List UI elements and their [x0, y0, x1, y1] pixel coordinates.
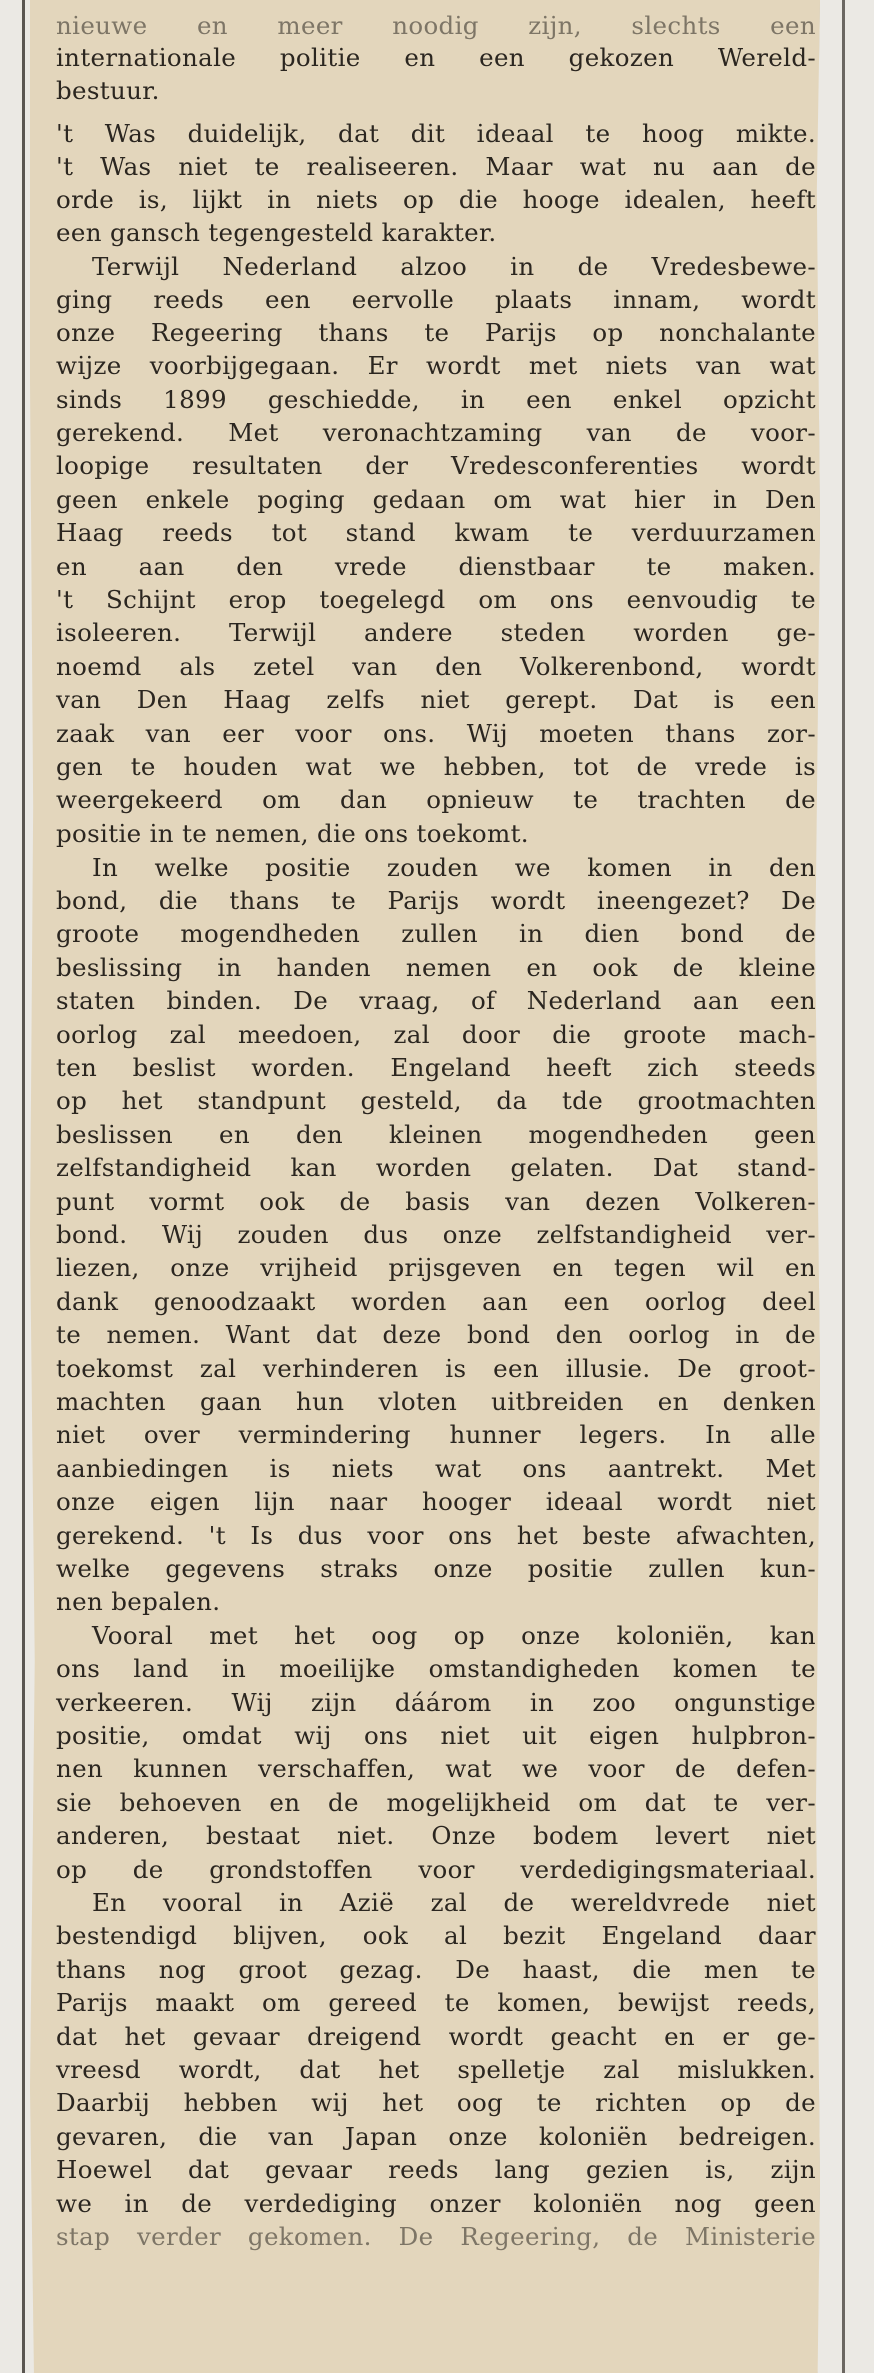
- left-margin-rule: [22, 0, 25, 2373]
- text-line: gen te houden wat we hebben, tot de vrede is: [56, 752, 816, 781]
- text-line: positie in te nemen, die ons toekomt.: [56, 819, 529, 848]
- text-line: nieuwe en meer noodig zijn, slechts een: [56, 11, 816, 40]
- text-line: punt vormt ook de basis van dezen Volkeren-: [56, 1187, 816, 1216]
- text-line: anderen, bestaat niet. Onze bodem levert niet: [56, 1821, 816, 1850]
- text-line: een gansch tegengesteld karakter.: [56, 218, 497, 247]
- text-line: nen bepalen.: [56, 1587, 221, 1616]
- text-line: machten gaan hun vloten uitbreiden en denken: [56, 1387, 816, 1416]
- text-line: positie, omdat wij ons niet uit eigen hulpbron-: [56, 1721, 816, 1750]
- text-line: noemd als zetel van den Volkerenbond, wordt: [56, 652, 816, 681]
- text-line: liezen, onze vrijheid prijsgeven en tegen wil en: [56, 1253, 816, 1282]
- text-line: 't Schijnt erop toegelegd om ons eenvoudig te: [56, 585, 816, 614]
- text-line: En vooral in Azië zal de wereldvrede niet: [92, 1888, 816, 1917]
- text-line: te nemen. Want dat deze bond den oorlog in de: [56, 1320, 816, 1349]
- text-line: geen enkele poging gedaan om wat hier in Den: [56, 485, 816, 514]
- text-line: dat het gevaar dreigend wordt geacht en er ge-: [56, 2022, 816, 2051]
- text-line: sinds 1899 geschiedde, in een enkel opzicht: [56, 385, 816, 414]
- text-line: wijze voorbijgegaan. Er wordt met niets van wat: [56, 351, 816, 380]
- text-line: beslissing in handen nemen en ook de kleine: [56, 953, 816, 982]
- text-line: dank genoodzaakt worden aan een oorlog deel: [56, 1287, 816, 1316]
- right-margin-rule: [842, 0, 845, 2373]
- text-line: verkeeren. Wij zijn dáárom in zoo ongunstige: [56, 1688, 816, 1717]
- text-line: oorlog zal meedoen, zal door die groote mach-: [56, 1020, 816, 1049]
- text-line: bond, die thans te Parijs wordt ineengezet? De: [56, 886, 816, 915]
- text-line: ons land in moeilijke omstandigheden komen te: [56, 1654, 816, 1683]
- text-line: staten binden. De vraag, of Nederland aan een: [56, 986, 816, 1015]
- text-line: zaak van eer voor ons. Wij moeten thans zor-: [56, 719, 816, 748]
- text-line: ging reeds een eervolle plaats innam, wordt: [56, 285, 816, 314]
- article-text: [56, 0, 816, 2373]
- text-line: vreesd wordt, dat het spelletje zal mislukken.: [56, 2055, 816, 2084]
- text-line: 't Was duidelijk, dat dit ideaal te hoog mikte.: [56, 119, 816, 148]
- text-line: niet over vermindering hunner legers. In alle: [56, 1420, 816, 1449]
- text-line: ten beslist worden. Engeland heeft zich steeds: [56, 1053, 816, 1082]
- text-line: gevaren, die van Japan onze koloniën bedreigen.: [56, 2122, 816, 2151]
- text-line: en aan den vrede dienstbaar te maken.: [56, 552, 816, 581]
- text-line: gerekend. 't Is dus voor ons het beste afwachten,: [56, 1521, 816, 1550]
- text-line: loopige resultaten der Vredesconferenties wordt: [56, 451, 816, 480]
- text-line: we in de verdediging onzer koloniën nog geen: [56, 2189, 816, 2218]
- text-line: Haag reeds tot stand kwam te verduurzamen: [56, 518, 816, 547]
- text-line: toekomst zal verhinderen is een illusie. De groot-: [56, 1354, 816, 1383]
- text-line: bestuur.: [56, 76, 160, 105]
- text-line: bestendigd blijven, ook al bezit Engeland daar: [56, 1921, 816, 1950]
- text-line: aanbiedingen is niets wat ons aantrekt. Met: [56, 1454, 816, 1483]
- text-line: bond. Wij zouden dus onze zelfstandigheid ver-: [56, 1220, 816, 1249]
- text-line: groote mogendheden zullen in dien bond de: [56, 919, 816, 948]
- text-line: orde is, lijkt in niets op die hooge idealen, heeft: [56, 185, 816, 214]
- text-line: op het standpunt gesteld, da tde grootmachten: [56, 1086, 816, 1115]
- text-line: onze eigen lijn naar hooger ideaal wordt niet: [56, 1487, 816, 1516]
- text-line: 't Was niet te realiseeren. Maar wat nu aan de: [56, 152, 816, 181]
- text-line: thans nog groot gezag. De haast, die men te: [56, 1955, 816, 1984]
- text-line: In welke positie zouden we komen in den: [92, 853, 816, 882]
- text-line: weergekeerd om dan opnieuw te trachten de: [56, 785, 816, 814]
- text-line: zelfstandigheid kan worden gelaten. Dat stand-: [56, 1153, 816, 1182]
- text-line: beslissen en den kleinen mogendheden geen: [56, 1120, 816, 1149]
- text-line: Vooral met het oog op onze koloniën, kan: [92, 1621, 816, 1650]
- text-line: welke gegevens straks onze positie zullen kun-: [56, 1554, 816, 1583]
- text-line: op de grondstoffen voor verdedigingsmateriaal.: [56, 1855, 816, 1884]
- text-line: Terwijl Nederland alzoo in de Vredesbewe-: [92, 252, 816, 281]
- text-line: nen kunnen verschaffen, wat we voor de defen-: [56, 1754, 816, 1783]
- text-line: Parijs maakt om gereed te komen, bewijst reeds,: [56, 1988, 816, 2017]
- text-line: Daarbij hebben wij het oog te richten op de: [56, 2088, 816, 2117]
- text-line: gerekend. Met veronachtzaming van de voor-: [56, 418, 816, 447]
- text-line: isoleeren. Terwijl andere steden worden ge-: [56, 618, 816, 647]
- text-line: stap verder gekomen. De Regeering, de Ministerie: [56, 2222, 816, 2251]
- text-line: internationale politie en een gekozen Wereld-: [56, 43, 816, 72]
- text-line: sie behoeven en de mogelijkheid om dat te ver-: [56, 1788, 816, 1817]
- text-line: onze Regeering thans te Parijs op nonchalante: [56, 318, 816, 347]
- text-line: van Den Haag zelfs niet gerept. Dat is een: [56, 685, 816, 714]
- text-line: Hoewel dat gevaar reeds lang gezien is, zijn: [56, 2155, 816, 2184]
